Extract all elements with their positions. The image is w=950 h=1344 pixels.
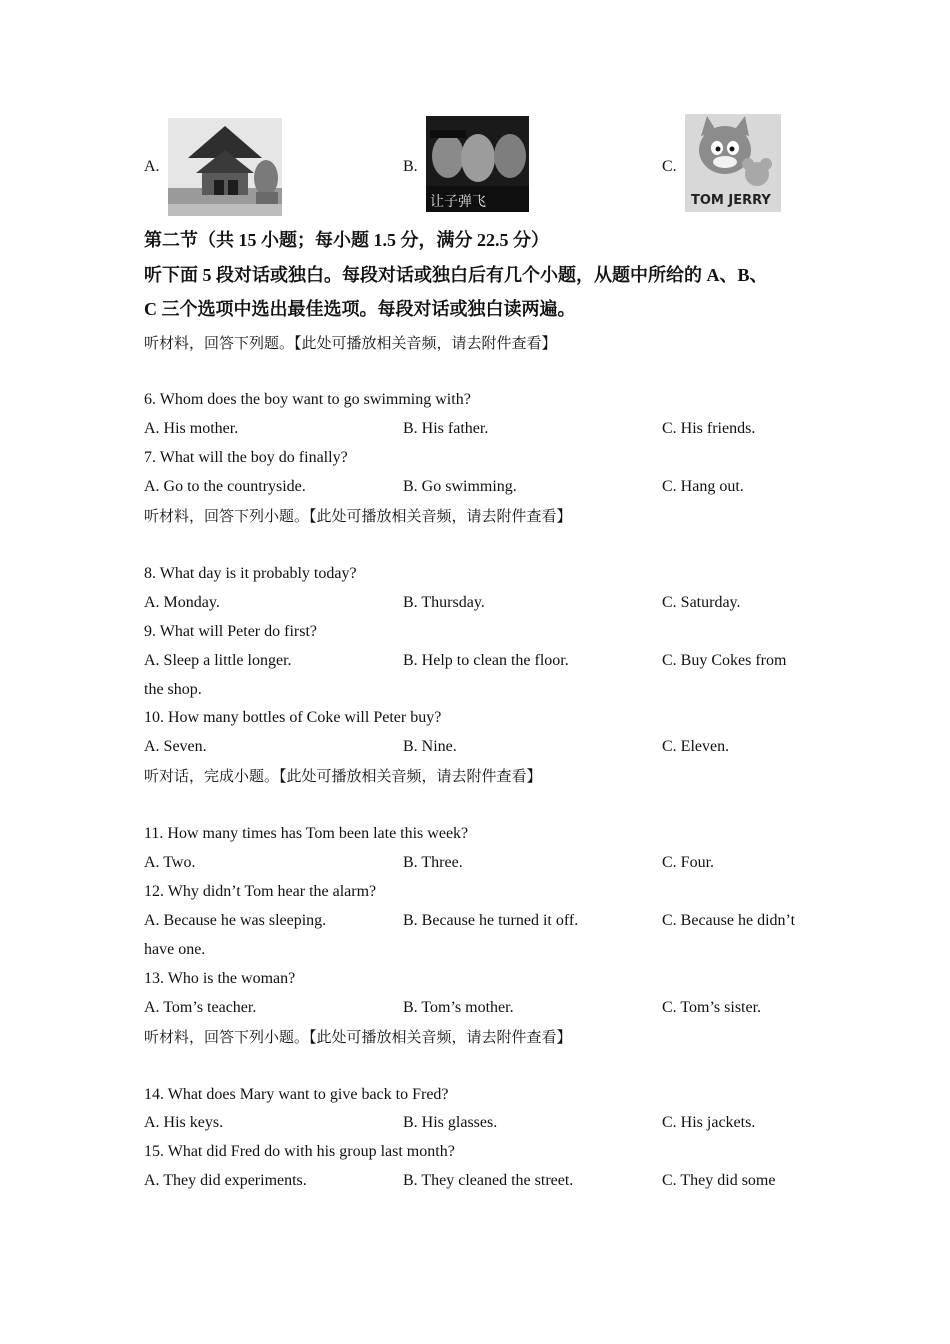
choices-8: [144, 593, 824, 613]
choices-13: [144, 998, 824, 1018]
audio-note: 听材料，回答下列题。【此处可播放相关音频，请去附件查看】: [144, 334, 557, 352]
choice-a: A. Seven.: [144, 738, 207, 755]
choices-6: [144, 419, 824, 439]
question-13: 13. Who is the woman?: [144, 970, 296, 987]
choice-c: C. Tom’s sister.: [662, 999, 762, 1016]
choice-a: A. Sleep a little longer.: [144, 652, 292, 669]
choice-b: B. Go swimming.: [403, 478, 517, 495]
choice-b: B. Help to clean the floor.: [403, 652, 569, 669]
choices-7: [144, 477, 824, 497]
choice-c-wrap: have one.: [144, 941, 206, 958]
palace-photo: [168, 118, 282, 216]
choice-c: C. Saturday.: [662, 594, 741, 611]
choice-a: A. Tom’s teacher.: [144, 999, 257, 1016]
image-options-row: [0, 112, 950, 216]
choice-c: C. Because he didn’t: [662, 912, 796, 929]
movie-poster-title: 让子弹飞: [430, 194, 486, 210]
choice-b: B. His father.: [403, 420, 489, 437]
option-b-label: B.: [403, 158, 418, 175]
question-15: 15. What did Fred do with his group last month?: [144, 1143, 455, 1160]
option-c-label: C.: [662, 158, 677, 175]
choice-a: A. Two.: [144, 854, 196, 871]
choice-b: B. Because he turned it off.: [403, 912, 579, 929]
choice-c-wrap: the shop.: [144, 681, 202, 698]
choice-c: C. His friends.: [662, 420, 756, 437]
choices-9: [144, 651, 824, 671]
choice-b: B. Three.: [403, 854, 463, 871]
choices-14: [144, 1113, 824, 1133]
question-7: 7. What will the boy do finally?: [144, 449, 348, 466]
choices-10: [144, 737, 824, 757]
audio-note: 听材料，回答下列小题。【此处可播放相关音频，请去附件查看】: [144, 1028, 572, 1046]
choice-b: B. Nine.: [403, 738, 457, 755]
choices-15: [144, 1171, 824, 1191]
question-9: 9. What will Peter do first?: [144, 623, 317, 640]
cartoon-poster-title: TOM JERRY: [691, 193, 771, 208]
choices-12: [144, 911, 824, 931]
option-a-label: A.: [144, 158, 160, 175]
choice-c: C. They did some: [662, 1172, 776, 1189]
choice-a: A. Go to the countryside.: [144, 478, 306, 495]
choice-b: B. Thursday.: [403, 594, 485, 611]
choice-a: A. Because he was sleeping.: [144, 912, 327, 929]
choice-b: B. Tom’s mother.: [403, 999, 514, 1016]
choice-a: A. They did experiments.: [144, 1172, 307, 1189]
question-6: 6. Whom does the boy want to go swimming with?: [144, 391, 471, 408]
question-10: 10. How many bottles of Coke will Peter buy?: [144, 709, 442, 726]
choices-11: [144, 853, 824, 873]
section-instruction-line1: 听下面 5 段对话或独白。每段对话或独白后有几个小题，从题中所给的 A、B、: [144, 265, 768, 285]
audio-note: 听材料，回答下列小题。【此处可播放相关音频，请去附件查看】: [144, 507, 572, 525]
question-14: 14. What does Mary want to give back to Fred?: [144, 1086, 449, 1103]
audio-note: 听对话，完成小题。【此处可播放相关音频，请去附件查看】: [144, 767, 542, 785]
section-instruction-line2: C 三个选项中选出最佳选项。每段对话或独白读两遍。: [144, 299, 576, 319]
question-8: 8. What day is it probably today?: [144, 565, 357, 582]
movie-poster: [426, 116, 529, 212]
section-title: 第二节（共 15 小题；每小题 1.5 分，满分 22.5 分）: [144, 230, 549, 250]
choice-c: C. Four.: [662, 854, 715, 871]
question-12: 12. Why didn’t Tom hear the alarm?: [144, 883, 377, 900]
choice-a: A. His keys.: [144, 1114, 224, 1131]
choice-b: B. His glasses.: [403, 1114, 498, 1131]
choice-b: B. They cleaned the street.: [403, 1172, 574, 1189]
choice-c: C. Hang out.: [662, 478, 744, 495]
question-11: 11. How many times has Tom been late this week?: [144, 825, 469, 842]
cartoon-poster: [685, 114, 781, 212]
choice-a: A. His mother.: [144, 420, 239, 437]
choice-a: A. Monday.: [144, 594, 220, 611]
choice-c: C. Buy Cokes from: [662, 652, 787, 669]
choice-c: C. His jackets.: [662, 1114, 756, 1131]
choice-c: C. Eleven.: [662, 738, 730, 755]
